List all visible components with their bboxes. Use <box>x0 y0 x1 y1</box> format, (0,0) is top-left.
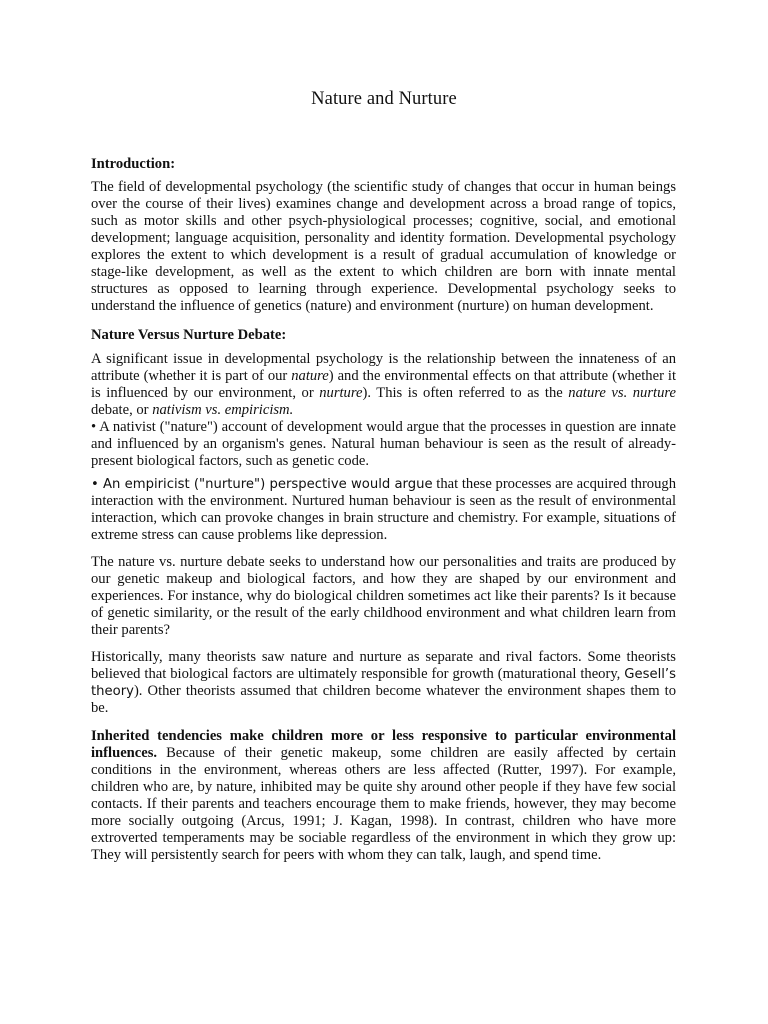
debate-p3-text-b: ). Other theorists assumed that children become whatever the environment shapes them to be. <box>91 683 676 716</box>
gesell-theory-text: Gesell’s theory <box>91 667 676 699</box>
nativist-bullet: • A nativist ("nature") account of development would argue that the processes in question are innate and influenced by an organism's genes. Natural human behaviour is seen as the result of already-present biological factors, such as genetic code. <box>91 419 676 469</box>
inherited-lead: Inherited tendencies make children more or less responsive to particular environmental influences. <box>91 728 676 761</box>
debate-p1-text-a: A significant issue in developmental psychology is the relationship between the innateness of an attribute (whether it is part of our <box>91 351 676 384</box>
empiricist-bullet-text: that these processes are acquired through interaction with the environment. Nurtured human behaviour is seen as the result of environmental interaction, which can provoke changes in brain structure and chemistry. For example, situations of extreme stress can cause problems like depression. <box>91 476 676 543</box>
nurture-emphasis: nurture <box>319 385 363 401</box>
inherited-paragraph <box>91 728 676 864</box>
debate-p3-text-a: Historically, many theorists saw nature and nurture as separate and rival factors. Some theorists believed that biological factors are ultimately responsible for growth (maturational theory, <box>91 649 676 682</box>
debate-p1-text-b: ) and the environmental effects on that attribute (whether it is influenced by our environment, or <box>91 368 676 401</box>
debate-paragraph-2: The nature vs. nurture debate seeks to understand how our personalities and traits are produced by our genetic makeup and biological factors, and how they are shaped by our environment and experiences. For instance, why do biological children sometimes act like their parents? Is it because of genetic similarity, or the result of the early childhood environment and what children learn from their parents? <box>91 554 676 638</box>
intro-heading: Introduction: <box>91 156 176 172</box>
debate-heading: Nature Versus Nurture Debate: <box>91 327 287 343</box>
nature-emphasis: nature <box>291 368 329 384</box>
empiricist-bullet-sans-text: • An empiricist ("nurture") perspective would argue <box>91 477 433 492</box>
document-body <box>91 156 676 873</box>
page-title: Nature and Nurture <box>311 89 457 109</box>
debate-paragraph-1 <box>91 351 676 419</box>
empiricist-bullet <box>91 476 676 544</box>
nativism-emphasis: nativism vs. empiricism. <box>152 402 294 418</box>
nature-vs-nurture-emphasis: nature vs. nurture <box>568 385 676 401</box>
intro-paragraph: The field of developmental psychology (the scientific study of changes that occur in human beings over the course of their lives) examines change and development across a broad range of topics, such as motor skills and other psych-physiological processes; cognitive, social, and emotional development; language acquisition, personality and identity formation. Developmental psychology explores the extent to which development is a result of gradual accumulation of knowledge or stage-like development, as well as the extent to which children are born with innate mental structures as opposed to learning through experience. Developmental psychology seeks to understand the influence of genetics (nature) and environment (nurture) on human development. <box>91 179 676 314</box>
debate-p1-text-d: debate, or <box>91 402 153 418</box>
debate-p1-text-c: ). This is often referred to as the <box>362 385 569 401</box>
debate-paragraph-3 <box>91 649 676 717</box>
inherited-text: Because of their genetic makeup, some children are easily affected by certain conditions in the environment, whereas others are less affected (Rutter, 1997). For example, children who are, by nature, inhibited may be quite shy around other people if they have few social contacts. If their parents and teachers encourage them to make friends, however, they may become more socially outgoing (Arcus, 1991; J. Kagan, 1998). In contrast, children who have more extroverted temperaments may be sociable regardless of the environment in which they grow up: They will persistently search for peers with whom they can talk, laugh, and spend time. <box>91 745 676 863</box>
